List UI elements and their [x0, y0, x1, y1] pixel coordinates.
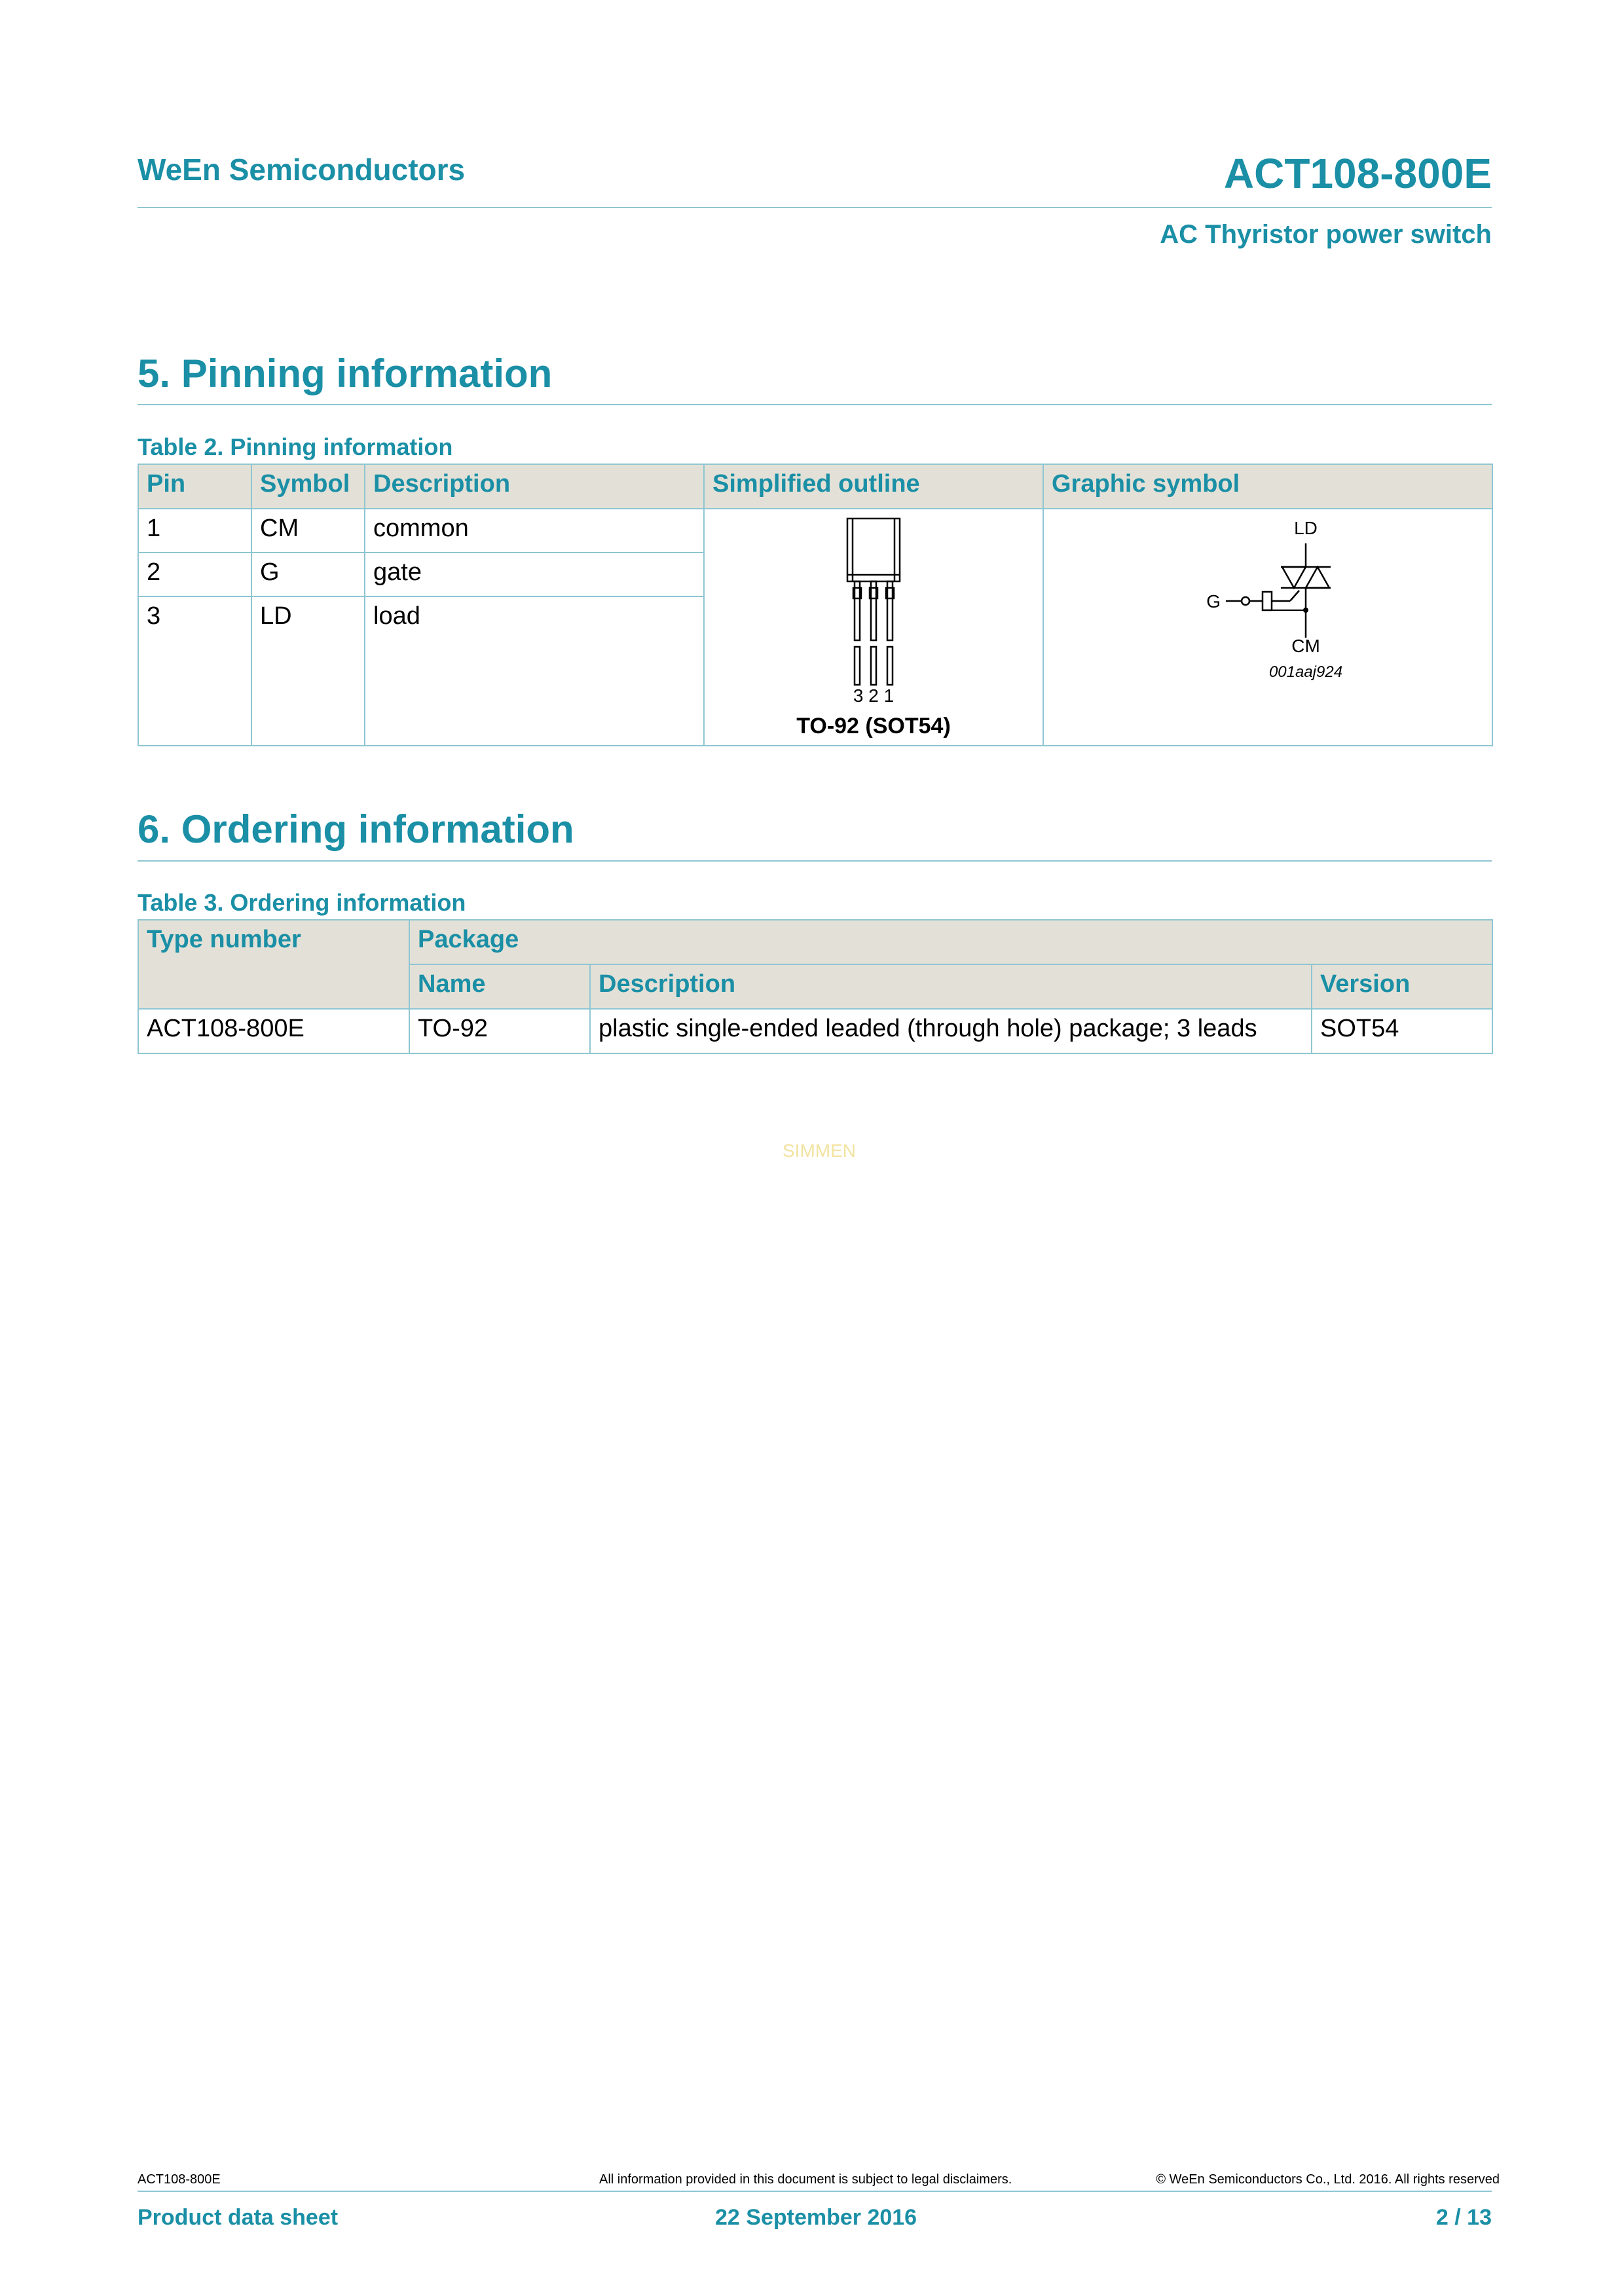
product-subtitle: AC Thyristor power switch [1160, 220, 1492, 249]
pinning-table [138, 464, 1493, 746]
footer-disclaimer: All information provided in this document is subject to legal disclaimers. [599, 2172, 1012, 2187]
package-label: TO-92 (SOT54) [796, 714, 951, 738]
package-description-cell: plastic single-ended leaded (through hole) package; 3 leads [590, 1009, 1312, 1053]
table-header-row [138, 920, 1492, 964]
package-name-cell: TO-92 [409, 1009, 590, 1053]
header-divider [138, 207, 1492, 208]
outline-cell [704, 509, 1043, 746]
package-version-cell: SOT54 [1312, 1009, 1492, 1053]
watermark: SIMMEN [783, 1140, 856, 1161]
col-simplified-outline: Simplified outline [704, 464, 1043, 509]
table-header-row [138, 464, 1492, 509]
graphic-symbol-cell [1043, 509, 1492, 746]
col-name: Name [409, 964, 590, 1009]
table-2-caption: Table 2. Pinning information [138, 433, 453, 460]
section-6-heading: 6. Ordering information [138, 807, 574, 851]
section-6-divider [138, 860, 1492, 862]
thyristor-symbol-drawing [1044, 509, 1490, 742]
footer-copyright: © WeEn Semiconductors Co., Ltd. 2016. All rights reserved [1156, 2172, 1500, 2187]
type-number-cell: ACT108-800E [138, 1009, 409, 1053]
ld-label: LD [1294, 518, 1318, 538]
description-cell: gate [365, 553, 704, 596]
footer-divider [138, 2191, 1492, 2192]
col-type-number: Type number [138, 920, 409, 1009]
symbol-cell: LD [251, 596, 365, 746]
col-pin: Pin [138, 464, 251, 509]
col-version: Version [1312, 964, 1492, 1009]
footer-doc-type: Product data sheet [138, 2205, 339, 2230]
section-5-divider [138, 404, 1492, 405]
to92-outline-drawing [705, 509, 1041, 742]
symbol-cell: CM [251, 509, 365, 553]
pin-cell: 1 [138, 509, 251, 553]
footer-doc-id: ACT108-800E [138, 2172, 221, 2187]
table-3-caption: Table 3. Ordering information [138, 889, 466, 916]
symbol-code-label: 001aaj924 [1268, 663, 1343, 681]
symbol-cell: G [251, 553, 365, 596]
table-row [138, 1009, 1492, 1053]
col-symbol: Symbol [251, 464, 365, 509]
table-row [138, 509, 1492, 553]
product-title: ACT108-800E [1223, 150, 1492, 197]
company-name: WeEn Semiconductors [138, 153, 466, 187]
pin-cell: 2 [138, 553, 251, 596]
col-package: Package [409, 920, 1492, 964]
description-cell: common [365, 509, 704, 553]
section-5-heading: 5. Pinning information [138, 352, 553, 395]
g-label: G [1206, 591, 1221, 611]
col-description: Description [365, 464, 704, 509]
footer-page-number: 2 / 13 [1435, 2205, 1492, 2230]
col-graphic-symbol: Graphic symbol [1043, 464, 1492, 509]
ordering-table [138, 919, 1493, 1054]
description-cell: load [365, 596, 704, 746]
pin-numbers-label: 3 2 1 [853, 685, 895, 706]
col-description: Description [590, 964, 1312, 1009]
pin-cell: 3 [138, 596, 251, 746]
cm-label: CM [1291, 636, 1320, 656]
footer-date: 22 September 2016 [715, 2205, 917, 2230]
